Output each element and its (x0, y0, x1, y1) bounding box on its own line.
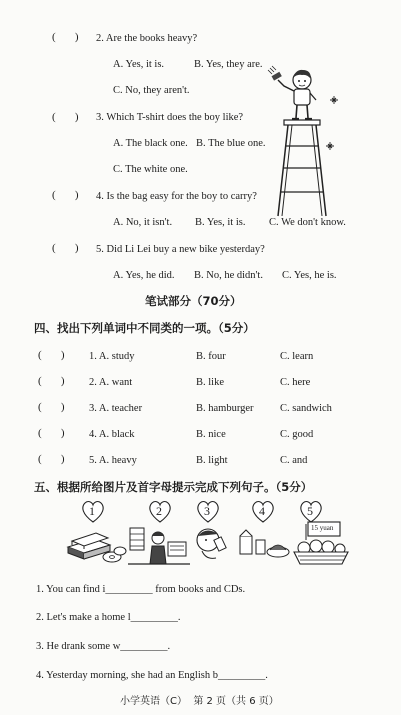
answer-bracket: ( ) (52, 242, 79, 254)
sentence-4: 4. Yesterday morning, she had an English b_________. (36, 670, 268, 681)
word-option-c: C. good (280, 429, 314, 440)
page-footer: 小学英语（C） 第 2 页（共 6 页） (120, 696, 279, 707)
family-home-picture (128, 524, 190, 566)
word-option-a: 3. A. teacher (89, 403, 143, 414)
option-c: C. We don't know. (269, 217, 346, 228)
section4-title: 四、找出下列单词中不同类的一项。（5分） (34, 321, 255, 335)
question-text: 5. Did Li Lei buy a new bike yesterday? (96, 244, 265, 255)
section5-title: 五、根据所给图片及首字母提示完成下列句子。（5分） (34, 480, 313, 494)
option-b: B. Yes, they are. (194, 59, 263, 70)
price-sign-text: 15 yuan (311, 524, 334, 532)
word-option-a: 1. A. study (89, 351, 135, 362)
question-text: 4. Is the bag easy for the boy to carry? (96, 191, 257, 202)
word-option-a: 5. A. heavy (89, 455, 137, 466)
option-a: A. Yes, he did. (113, 270, 175, 281)
heart-label: 4 (259, 504, 265, 518)
answer-bracket: ( ) (38, 427, 65, 439)
written-part-heading: 笔试部分（70分） (145, 294, 242, 308)
answer-bracket: ( ) (52, 31, 79, 43)
sentence-3: 3. He drank some w_________. (36, 641, 171, 652)
books-and-cds-picture (64, 525, 126, 565)
option-c: C. Yes, he is. (282, 270, 337, 281)
word-option-c: C. sandwich (280, 403, 332, 414)
answer-bracket: ( ) (38, 401, 65, 413)
answer-bracket: ( ) (38, 349, 65, 361)
answer-bracket: ( ) (38, 453, 65, 465)
option-a: A. The black one. (113, 138, 188, 149)
question-text: 3. Which T-shirt does the boy like? (96, 112, 244, 123)
answer-bracket: ( ) (38, 375, 65, 387)
option-b: B. The blue one. (196, 138, 266, 149)
option-a: A. Yes, it is. (113, 59, 165, 70)
word-option-b: B. light (196, 455, 228, 466)
word-option-c: C. and (280, 455, 308, 466)
option-c: C. The white one. (113, 164, 188, 175)
breakfast-picture (236, 526, 292, 564)
word-option-b: B. like (196, 377, 224, 388)
sentence-1: 1. You can find i_________ from books and CDs. (36, 584, 246, 595)
boy-on-ladder-illustration (270, 68, 360, 218)
sentence-2: 2. Let's make a home l_________. (36, 612, 181, 623)
word-option-b: B. hamburger (196, 403, 254, 414)
option-c: C. No, they aren't. (113, 85, 190, 96)
answer-bracket: ( ) (52, 111, 79, 123)
heart-label: 2 (156, 504, 162, 518)
word-option-b: B. four (196, 351, 226, 362)
option-b: B. Yes, it is. (195, 217, 246, 228)
word-option-a: 2. A. want (89, 377, 133, 388)
word-option-c: C. learn (280, 351, 314, 362)
answer-bracket: ( ) (52, 189, 79, 201)
heart-label: 1 (89, 504, 95, 518)
option-a: A. No, it isn't. (113, 217, 173, 228)
heart-label: 5 (307, 504, 313, 518)
word-option-c: C. here (280, 377, 311, 388)
word-option-b: B. nice (196, 429, 226, 440)
boy-drinking-picture (192, 524, 232, 564)
word-option-a: 4. A. black (89, 429, 135, 440)
heart-label: 3 (204, 504, 210, 518)
option-b: B. No, he didn't. (194, 270, 263, 281)
question-text: 2. Are the books heavy? (96, 33, 198, 44)
